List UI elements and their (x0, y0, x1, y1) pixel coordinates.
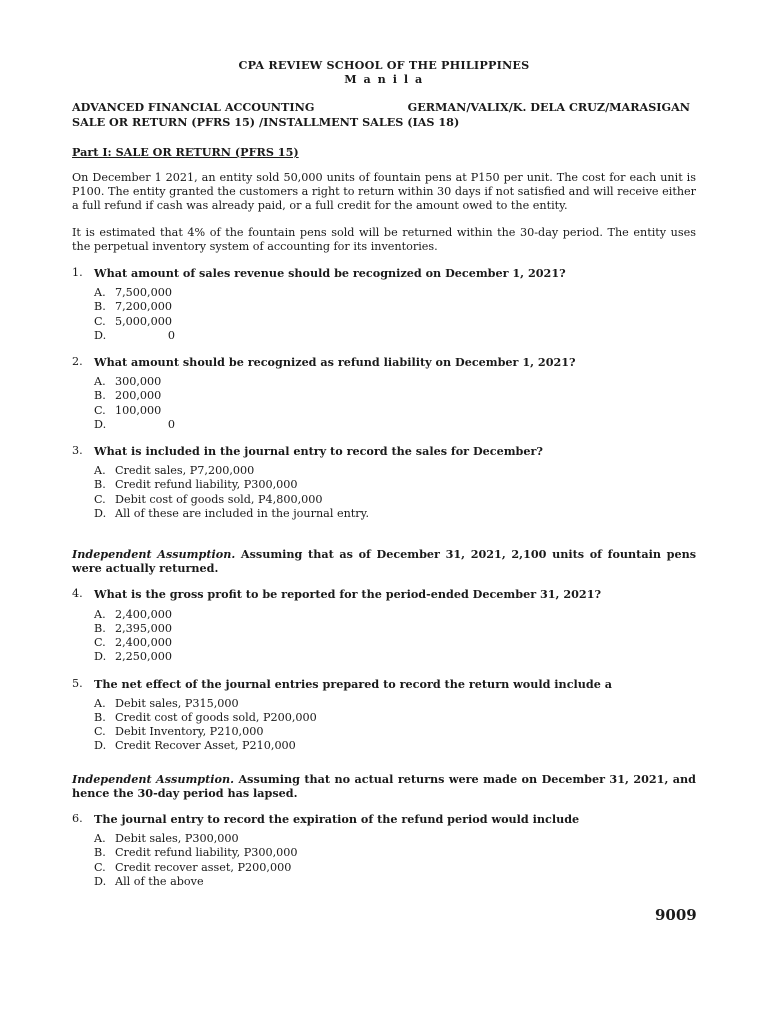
choice-text: 0 (167, 328, 175, 342)
question-number: 3. (72, 444, 83, 458)
choice-text: 2,395,000 (115, 621, 172, 635)
choice-item (94, 636, 696, 650)
question-stem (72, 355, 696, 369)
choice-item (94, 622, 696, 636)
choice-text: 5,000,000 (115, 314, 172, 328)
question-text: What amount should be recognized as refund liability on December 1, 2021? (94, 355, 576, 370)
choice-text: All of the above (115, 874, 204, 888)
question-stem (72, 266, 696, 280)
question-text: What is included in the journal entry to record the sales for December? (94, 444, 543, 459)
choice-item (94, 300, 696, 314)
choice-letter: B. (94, 621, 106, 635)
topic-title: SALE OR RETURN (PFRS 15) /INSTALLMENT SALES (IAS 18) (72, 114, 460, 129)
independent-assumption-1 (72, 547, 696, 575)
choice-text: 0 (167, 417, 175, 431)
choice-letter: D. (94, 739, 107, 753)
question-text: What is the gross profit to be reported for the period-ended December 31, 2021? (94, 587, 602, 602)
choice-list (94, 608, 696, 665)
choice-letter: D. (94, 328, 107, 342)
choice-item (94, 507, 696, 521)
choice-text: Debit Inventory, P210,000 (115, 725, 264, 739)
assumption-text: Assuming that as of December 31, 2021, 2,100 units of fountain pens were actually returned. (72, 547, 696, 576)
choice-letter: B. (94, 710, 106, 724)
choice-item (94, 875, 696, 889)
choice-item (94, 711, 696, 725)
choice-item (94, 697, 696, 711)
choice-list (94, 464, 696, 521)
choice-letter: C. (94, 636, 106, 650)
choice-letter: D. (94, 417, 107, 431)
choice-letter: B. (94, 846, 106, 860)
choice-item (94, 832, 696, 846)
choice-letter: A. (94, 832, 106, 846)
question-stem (72, 812, 696, 826)
course-header (72, 100, 696, 114)
question-text: The net effect of the journal entries prepared to record the return would include a (94, 676, 612, 691)
choice-item (94, 739, 696, 753)
part-title: Part I: SALE OR RETURN (PFRS 15) (72, 144, 299, 159)
question-block-4-5 (72, 587, 696, 753)
choice-text: 2,400,000 (115, 607, 172, 621)
choice-item (94, 846, 696, 860)
question-item (72, 355, 696, 432)
choice-text: All of these are included in the journal entry. (115, 506, 370, 520)
problem-paragraph: On December 1 2021, an entity sold 50,000 units of fountain pens at P150 per unit. The cost for each unit is P100. The entity granted the customers a right to return within 30 days if not satisfied and will receive either a full refund if cash was already paid, or a full credit for the amount owed to the entity. (72, 171, 696, 213)
choice-item (94, 329, 696, 343)
choice-item (94, 375, 696, 389)
choice-letter: C. (94, 492, 106, 506)
question-text: The journal entry to record the expiration of the refund period would include (94, 811, 580, 826)
independent-assumption-2 (72, 772, 696, 800)
choice-text: Debit sales, P300,000 (115, 832, 239, 846)
course-authors: GERMAN/VALIX/K. DELA CRUZ/MARASIGAN (407, 100, 690, 115)
choice-text: 7,500,000 (115, 286, 172, 300)
question-number: 4. (72, 587, 83, 601)
course-title: ADVANCED FINANCIAL ACCOUNTING (72, 100, 315, 115)
choice-list (94, 375, 696, 432)
choice-text: 2,400,000 (115, 636, 172, 650)
question-number: 6. (72, 811, 83, 825)
question-item (72, 444, 696, 521)
choice-letter: C. (94, 725, 106, 739)
question-stem (72, 587, 696, 601)
choice-letter: C. (94, 314, 106, 328)
choice-text: Debit cost of goods sold, P4,800,000 (115, 492, 323, 506)
choice-letter: A. (94, 286, 106, 300)
choice-item (94, 650, 696, 664)
assumption-text: Assuming that no actual returns were made on December 31, 2021, and hence the 30-day period has lapsed. (72, 771, 696, 800)
choice-letter: D. (94, 650, 107, 664)
assumption-label: Independent Assumption. (72, 547, 236, 562)
question-item (72, 587, 696, 664)
choice-letter: A. (94, 607, 106, 621)
choice-letter: B. (94, 389, 106, 403)
choice-text: Credit Recover Asset, P210,000 (115, 739, 296, 753)
choice-letter: D. (94, 506, 107, 520)
choice-letter: A. (94, 375, 106, 389)
question-number: 1. (72, 266, 83, 280)
choice-item (94, 286, 696, 300)
choice-letter: B. (94, 478, 106, 492)
choice-letter: C. (94, 860, 106, 874)
question-item (72, 812, 696, 889)
choice-letter: C. (94, 403, 106, 417)
question-item (72, 677, 696, 754)
choice-letter: A. (94, 696, 106, 710)
choice-item (94, 608, 696, 622)
choice-text: Credit refund liability, P300,000 (115, 846, 298, 860)
choice-list (94, 697, 696, 754)
estimate-paragraph: It is estimated that 4% of the fountain pens sold will be returned within the 30-day period. The entity uses the perpetual inventory system of accounting for its inventories. (72, 225, 696, 253)
choice-text: 100,000 (115, 403, 162, 417)
question-item (72, 266, 696, 343)
choice-text: Credit refund liability, P300,000 (115, 478, 298, 492)
choice-item (94, 464, 696, 478)
question-block-6 (72, 812, 696, 889)
school-city: M a n i l a (344, 72, 424, 87)
choice-item (94, 418, 696, 432)
choice-item (94, 315, 696, 329)
question-stem (72, 444, 696, 458)
choice-item (94, 389, 696, 403)
page-number: 9009 (655, 906, 697, 924)
choice-text: 200,000 (115, 389, 162, 403)
choice-text: Credit sales, P7,200,000 (115, 464, 255, 478)
choice-item (94, 725, 696, 739)
question-block-1-3 (72, 266, 696, 521)
choice-letter: D. (94, 874, 107, 888)
question-number: 2. (72, 355, 83, 369)
choice-list (94, 286, 696, 343)
choice-letter: A. (94, 464, 106, 478)
question-number: 5. (72, 676, 83, 690)
choice-text: Debit sales, P315,000 (115, 696, 239, 710)
choice-text: Credit recover asset, P200,000 (115, 860, 292, 874)
choice-item (94, 493, 696, 507)
question-text: What amount of sales revenue should be recognized on December 1, 2021? (94, 266, 566, 281)
choice-text: 2,250,000 (115, 650, 172, 664)
assumption-label: Independent Assumption. (72, 771, 235, 786)
choice-item (94, 404, 696, 418)
choice-text: 7,200,000 (115, 300, 172, 314)
choice-item (94, 861, 696, 875)
choice-item (94, 478, 696, 492)
choice-list (94, 832, 696, 889)
choice-text: 300,000 (115, 375, 162, 389)
choice-letter: B. (94, 300, 106, 314)
school-name: CPA REVIEW SCHOOL OF THE PHILIPPINES (238, 58, 530, 72)
question-stem (72, 677, 696, 691)
choice-text: Credit cost of goods sold, P200,000 (115, 710, 317, 724)
document-page (72, 58, 696, 889)
